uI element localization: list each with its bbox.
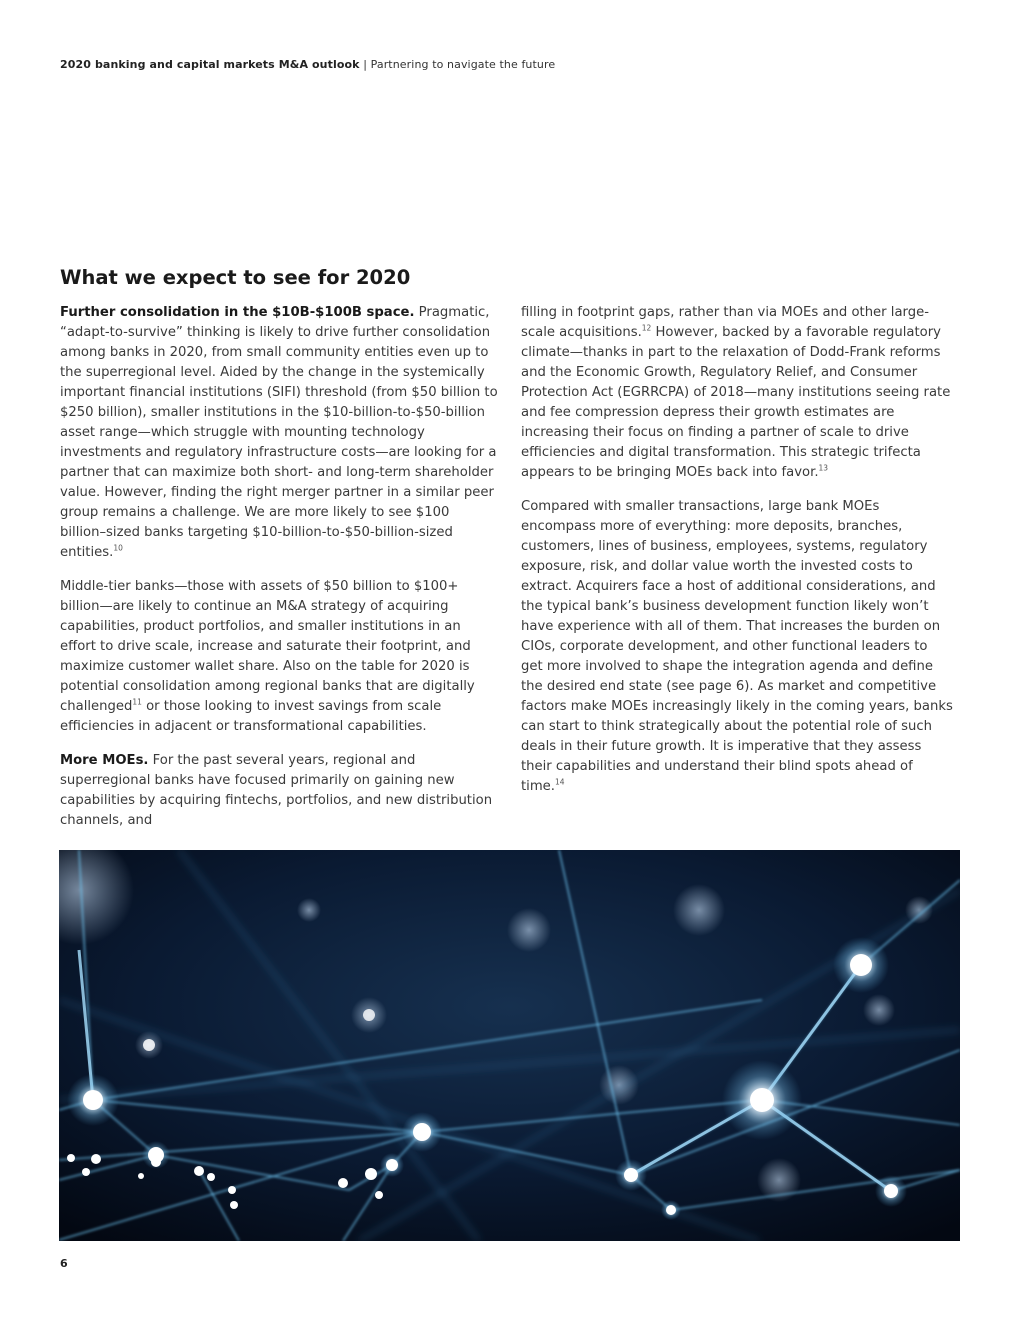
paragraph-text: Middle-tier banks—those with assets of $50 billion to $100+ billion—are likely to continue an M&A strategy of acquiring capabilities, product portfolios, and smaller institutions in an effort to drive scale, increase and saturate their footprint, and maximize customer wallet share. Also on the table for 2020 is potential consolidation among regional banks that are digitally challenged [60,579,475,714]
paragraph-consolidation [60,303,498,563]
footnote-ref-13: 13 [818,463,829,473]
network-hero-image [59,850,960,1241]
left-column [60,303,498,845]
footnote-ref-14: 14 [555,777,565,787]
running-header [60,58,555,71]
paragraph-text: Compared with smaller transactions, large bank MOEs encompass more of everything: more deposits, branches, customers, lines of business, employees, systems, regulatory exposure, risk, and dollar value worth the invested costs to extract. Acquirers face a host of additional considerations, and the typical bank’s business development function likely won’t have experience with all of them. That increases the burden on CIOs, corporate development, and other functional leaders to get more involved to shape the integration agenda and define the desired end state (see page 6). As market and competitive factors make MOEs increasingly likely in the coming years, banks can start to think strategically about the potential role of such deals in their future growth. It is imperative that they assess their capabilities and understand their blind spots ahead of time. [521,499,953,794]
footnote-ref-11: 11 [132,697,142,707]
footnote-ref-10: 10 [113,543,123,553]
section-heading: What we expect to see for 2020 [60,266,411,289]
report-subtitle: Partnering to navigate the future [370,58,556,71]
paragraph-lead: Further consolidation in the $10B-$100B space. [60,305,415,320]
paragraph-text: or those looking to invest savings from scale efficiencies in adjacent or transformational capabilities. [60,699,442,734]
header-separator: | [363,58,367,71]
network-illustration [59,850,960,1241]
paragraph-text: filling in footprint gaps, rather than via MOEs and other large-scale acquisitions. [521,305,929,340]
right-column [521,303,953,811]
paragraph-continued [521,303,953,483]
page-number: 6 [60,1257,68,1270]
paragraph-lead: More MOEs. [60,753,149,768]
paragraph-large-moes [521,497,953,797]
paragraph-text: Pragmatic, “adapt-to-survive” thinking is likely to drive further consolidation among banks in 2020, from small community entities even up to the superregional level. Aided by the change in the systemically important financial institutions (SIFI) threshold (from $50 billion to $250 billion), smaller institutions in the $10-billion-to-$50-billion asset range—which struggle with mounting technology investments and regulatory infrastructure costs—are looking for a partner that can maximize both short- and long-term shareholder value. However, finding the right merger partner in a similar peer group remains a challenge. We are more likely to see $100 billion–sized banks targeting $10-billion-to-$50-billion-sized entities. [60,305,498,560]
report-title: 2020 banking and capital markets M&A outlook [60,58,360,71]
paragraph-more-moes [60,751,498,831]
paragraph-text: However, backed by a favorable regulatory climate—thanks in part to the relaxation of Dodd-Frank reforms and the Economic Growth, Regulatory Relief, and Consumer Protection Act (EGRRCPA) of 2018—many institutions seeing rate and fee compression depress their growth estimates are increasing their focus on finding a partner of scale to drive efficiencies and digital transformation. This strategic trifecta appears to be bringing MOEs back into favor. [521,325,951,480]
paragraph-text: For the past several years, regional and superregional banks have focused primarily on gaining new capabilities by acquiring fintechs, portfolios, and new distribution channels, and [60,753,493,828]
paragraph-middle-tier [60,577,498,737]
footnote-ref-12: 12 [641,323,652,333]
